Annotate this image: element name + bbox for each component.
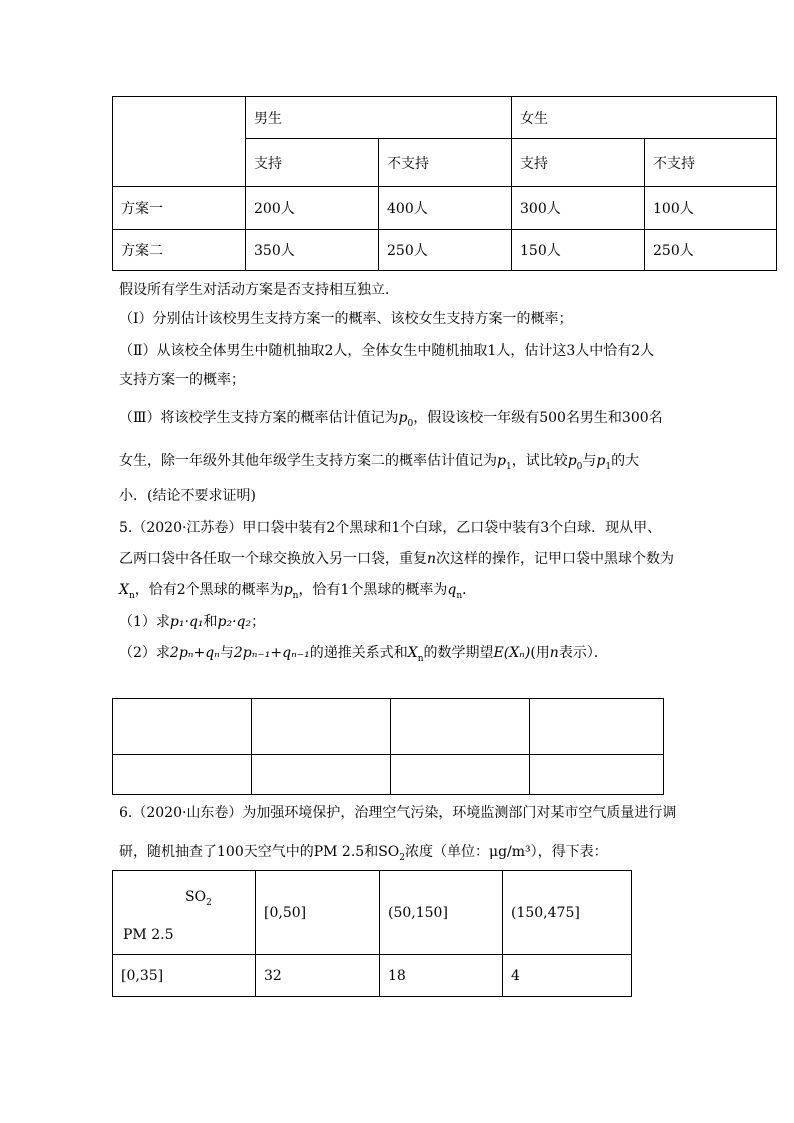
problem5-line2: 乙两口袋中各任取一个球交换放入另一口袋，重复n次这样的操作，记甲口袋中黑球个数为 <box>119 551 675 567</box>
empty-cell <box>113 755 252 795</box>
row-label: 方案一 <box>113 187 246 230</box>
question-i: （Ⅰ）分别估计该校男生支持方案一的概率、该校女生支持方案一的概率； <box>119 311 573 327</box>
table-cell: 400人 <box>379 187 512 230</box>
question-ii-line1: （Ⅱ）从该校全体男生中随机抽取2人，全体女生中随机抽取1人，估计这3人中恰有2人 <box>119 343 655 359</box>
assumption-text: 假设所有学生对活动方案是否支持相互独立． <box>119 282 399 298</box>
table-cell: 300人 <box>512 187 645 230</box>
table-cell: 32 <box>256 955 380 997</box>
corner-so2: $SO_2$ <box>185 889 212 908</box>
support-table <box>112 96 777 271</box>
table-cell: 100人 <box>645 187 777 230</box>
problem6-line1: 6.（2020·山东卷）为加强环境保护，治理空气污染，环境监测部门对某市空气质量进行调 <box>119 805 677 821</box>
table-corner-cell <box>113 871 256 955</box>
empty-cell <box>391 699 530 755</box>
corner-pm25: PM 2.5 <box>123 927 174 943</box>
problem5-q1: （1）求p₁·q₁和p₂·q₂； <box>119 614 266 630</box>
table-corner-cell <box>113 97 246 187</box>
question-iii-line3: 小．(结论不要求证明) <box>119 488 256 504</box>
question-iii-line1: （Ⅲ）将该校学生支持方案的概率估计值记为$p_0$，假设该校一年级有500名男生和300名 <box>119 410 663 429</box>
pm-so2-table <box>112 870 632 997</box>
empty-table <box>112 698 664 795</box>
column-header: (50,150] <box>380 871 503 955</box>
problem5-line3: $X_n$，恰有2个黑球的概率为$p_n$，恰有1个黑球的概率为$q_n$． <box>119 582 477 601</box>
empty-cell <box>530 755 664 795</box>
table-cell: 250人 <box>379 230 512 271</box>
table-row <box>113 955 632 997</box>
question-ii-line2: 支持方案一的概率； <box>119 372 245 388</box>
table-cell: 18 <box>380 955 503 997</box>
subheader-boys-support: 支持 <box>246 139 379 187</box>
table-cell: 150人 <box>512 230 645 271</box>
empty-cell <box>252 699 391 755</box>
column-header: [0,50] <box>256 871 380 955</box>
table-cell: 200人 <box>246 187 379 230</box>
subheader-girls-support: 支持 <box>512 139 645 187</box>
subheader-girls-oppose: 不支持 <box>645 139 777 187</box>
row-label: 方案二 <box>113 230 246 271</box>
empty-cell <box>391 755 530 795</box>
table-cell: 250人 <box>645 230 777 271</box>
empty-cell <box>252 755 391 795</box>
column-header: (150,475] <box>503 871 632 955</box>
problem5-line1: 5.（2020·江苏卷）甲口袋中装有2个黑球和1个白球，乙口袋中装有3个白球．现从甲、 <box>119 520 662 536</box>
header-girls: 女生 <box>512 97 777 139</box>
header-boys: 男生 <box>246 97 512 139</box>
question-iii-line2: 女生，除一年级外其他年级学生支持方案二的概率估计值记为$p_1$，试比较$p_0$与$p_1$的大 <box>119 453 640 472</box>
empty-cell <box>113 699 252 755</box>
table-row <box>113 230 777 271</box>
table-cell: 350人 <box>246 230 379 271</box>
row-label: [0,35] <box>113 955 256 997</box>
problem6-line2: 研，随机抽查了100天空气中的PM 2.5和$SO_2$浓度（单位：μg/m³），得下表： <box>119 844 608 863</box>
table-cell: 4 <box>503 955 632 997</box>
table-row <box>113 187 777 230</box>
empty-cell <box>530 699 664 755</box>
subheader-boys-oppose: 不支持 <box>379 139 512 187</box>
problem5-q2: （2）求2pₙ+qₙ与2pₙ₋₁+qₙ₋₁的递推关系式和$X_n$的数学期望E(Xₙ)(用n表示）． <box>119 645 608 664</box>
